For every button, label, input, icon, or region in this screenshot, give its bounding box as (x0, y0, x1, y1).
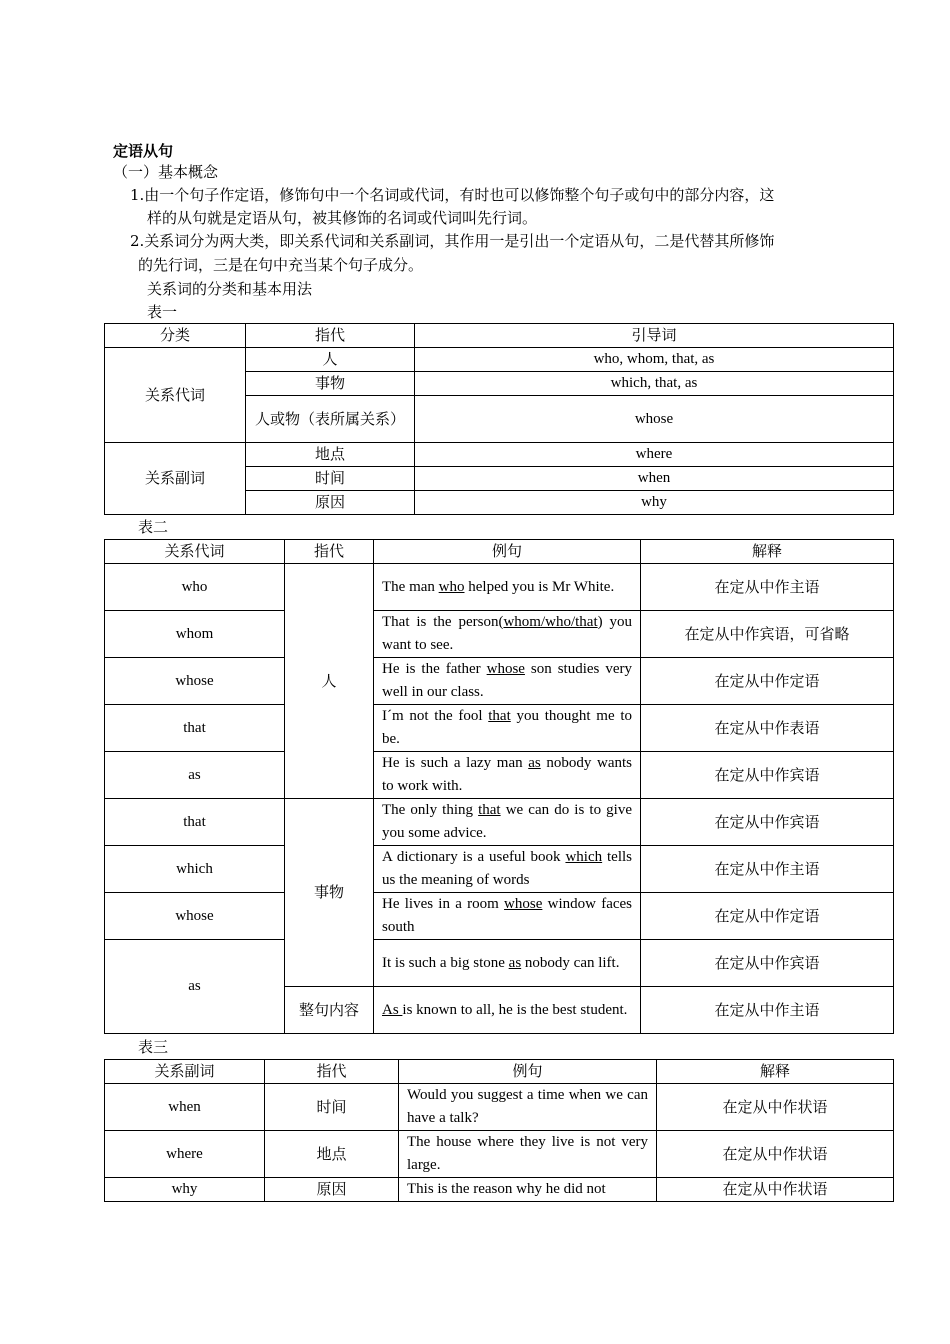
t2-word: whose (105, 658, 285, 705)
t2-example: As is known to all, he is the best student. (374, 987, 641, 1034)
t2-word: as (105, 940, 285, 1034)
t2-example-keyword: as (528, 755, 541, 771)
table3-caption: 表三 (138, 1038, 169, 1056)
t3-word: where (105, 1131, 265, 1178)
t3-header-adverb: 关系副词 (105, 1060, 265, 1084)
table2-caption: 表二 (138, 518, 169, 536)
t2-word: that (105, 705, 285, 752)
t3-example: The house where they live is not very large. (399, 1131, 657, 1178)
t3-word: when (105, 1084, 265, 1131)
t2-example-keyword: which (565, 849, 603, 865)
t1-words: whose (415, 396, 894, 443)
t2-note: 在定从中作表语 (641, 705, 894, 752)
t2-example-keyword: whose (504, 896, 543, 912)
t2-note: 在定从中作主语 (641, 564, 894, 611)
t2-note: 在定从中作定语 (641, 893, 894, 940)
t1-header-category: 分类 (105, 324, 246, 348)
t2-ref-thing: 事物 (285, 799, 374, 987)
table1-caption: 表一 (147, 303, 178, 321)
t3-example: This is the reason why he did not (399, 1178, 657, 1202)
t1-ref: 人或物（表所属关系） (246, 396, 415, 443)
t2-example: It is such a big stone as nobody can lift. (374, 940, 641, 987)
t3-header-example: 例句 (399, 1060, 657, 1084)
para2-line1: 2.关系词分为两大类，即关系代词和关系副词，其作用一是引出一个定语从句，二是代替其所修饰 (130, 232, 775, 250)
t2-example: I´m not the fool that you thought me to be. (374, 705, 641, 752)
t1-header-reference: 指代 (246, 324, 415, 348)
t2-example: The only thing that we can do is to give you some advice. (374, 799, 641, 846)
t2-example: He is the father whose son studies very well in our class. (374, 658, 641, 705)
t2-example-keyword: who (438, 578, 465, 595)
t1-words: when (415, 467, 894, 491)
t2-example-keyword: whose (486, 661, 525, 677)
t2-note: 在定从中作主语 (641, 846, 894, 893)
t2-example-keyword: whom/who/that (503, 614, 598, 630)
t1-ref: 时间 (246, 467, 415, 491)
t2-ref-person: 人 (285, 564, 374, 799)
t3-ref: 原因 (265, 1178, 399, 1202)
t2-example: That is the person(whom/who/that) you want to see. (374, 611, 641, 658)
t1-ref: 原因 (246, 491, 415, 515)
t3-example: Would you suggest a time when we can have a talk? (399, 1084, 657, 1131)
t2-note: 在定从中作宾语，可省略 (641, 611, 894, 658)
t1-words: why (415, 491, 894, 515)
t1-words: where (415, 443, 894, 467)
t2-word: who (105, 564, 285, 611)
t3-note: 在定从中作状语 (657, 1178, 894, 1202)
t3-ref: 地点 (265, 1131, 399, 1178)
t3-ref: 时间 (265, 1084, 399, 1131)
table2 (104, 539, 894, 1034)
t1-words: who, whom, that, as (415, 348, 894, 372)
t1-words: which, that, as (415, 372, 894, 396)
t2-header-reference: 指代 (285, 540, 374, 564)
t2-example: He is such a lazy man as nobody wants to work with. (374, 752, 641, 799)
t2-example: A dictionary is a useful book which tells us the meaning of words (374, 846, 641, 893)
t2-word: whom (105, 611, 285, 658)
t3-header-explanation: 解释 (657, 1060, 894, 1084)
t1-header-words: 引导词 (415, 324, 894, 348)
t3-word: why (105, 1178, 265, 1202)
t2-example-keyword: as (508, 954, 522, 971)
intro-text: 关系词的分类和基本用法 (147, 280, 313, 298)
table3 (104, 1059, 894, 1202)
t2-example-keyword: that (488, 708, 511, 724)
t3-header-reference: 指代 (265, 1060, 399, 1084)
t2-example: He lives in a room whose window faces south (374, 893, 641, 940)
t3-note: 在定从中作状语 (657, 1084, 894, 1131)
t2-example: The man who helped you is Mr White. (374, 564, 641, 611)
t3-note: 在定从中作状语 (657, 1131, 894, 1178)
page-title: 定语从句 (113, 142, 174, 160)
t2-example-keyword: As (382, 1001, 403, 1018)
para1-line1: 1.由一个句子作定语，修饰句中一个名词或代词，有时也可以修饰整个句子或句中的部分内容，这 (130, 186, 775, 204)
t2-ref-whole: 整句内容 (285, 987, 374, 1034)
t2-example-keyword: that (478, 802, 501, 818)
t2-note: 在定从中作宾语 (641, 799, 894, 846)
para2-line2: 的先行词，三是在句中充当某个句子成分。 (138, 256, 424, 274)
t2-word: that (105, 799, 285, 846)
t1-ref: 人 (246, 348, 415, 372)
t1-ref: 事物 (246, 372, 415, 396)
t2-note: 在定从中作主语 (641, 987, 894, 1034)
t1-group-pronoun: 关系代词 (105, 348, 246, 443)
para1-line2: 样的从句就是定语从句，被其修饰的名词或代词叫先行词。 (147, 209, 538, 227)
t1-ref: 地点 (246, 443, 415, 467)
t2-note: 在定从中作定语 (641, 658, 894, 705)
t2-word: whose (105, 893, 285, 940)
t2-word: which (105, 846, 285, 893)
t2-note: 在定从中作宾语 (641, 752, 894, 799)
section-heading: （一）基本概念 (113, 163, 219, 181)
t2-header-explanation: 解释 (641, 540, 894, 564)
t2-header-example: 例句 (374, 540, 641, 564)
t2-note: 在定从中作宾语 (641, 940, 894, 987)
t1-group-adverb: 关系副词 (105, 443, 246, 515)
t2-header-pronoun: 关系代词 (105, 540, 285, 564)
table1 (104, 323, 894, 515)
t2-word: as (105, 752, 285, 799)
